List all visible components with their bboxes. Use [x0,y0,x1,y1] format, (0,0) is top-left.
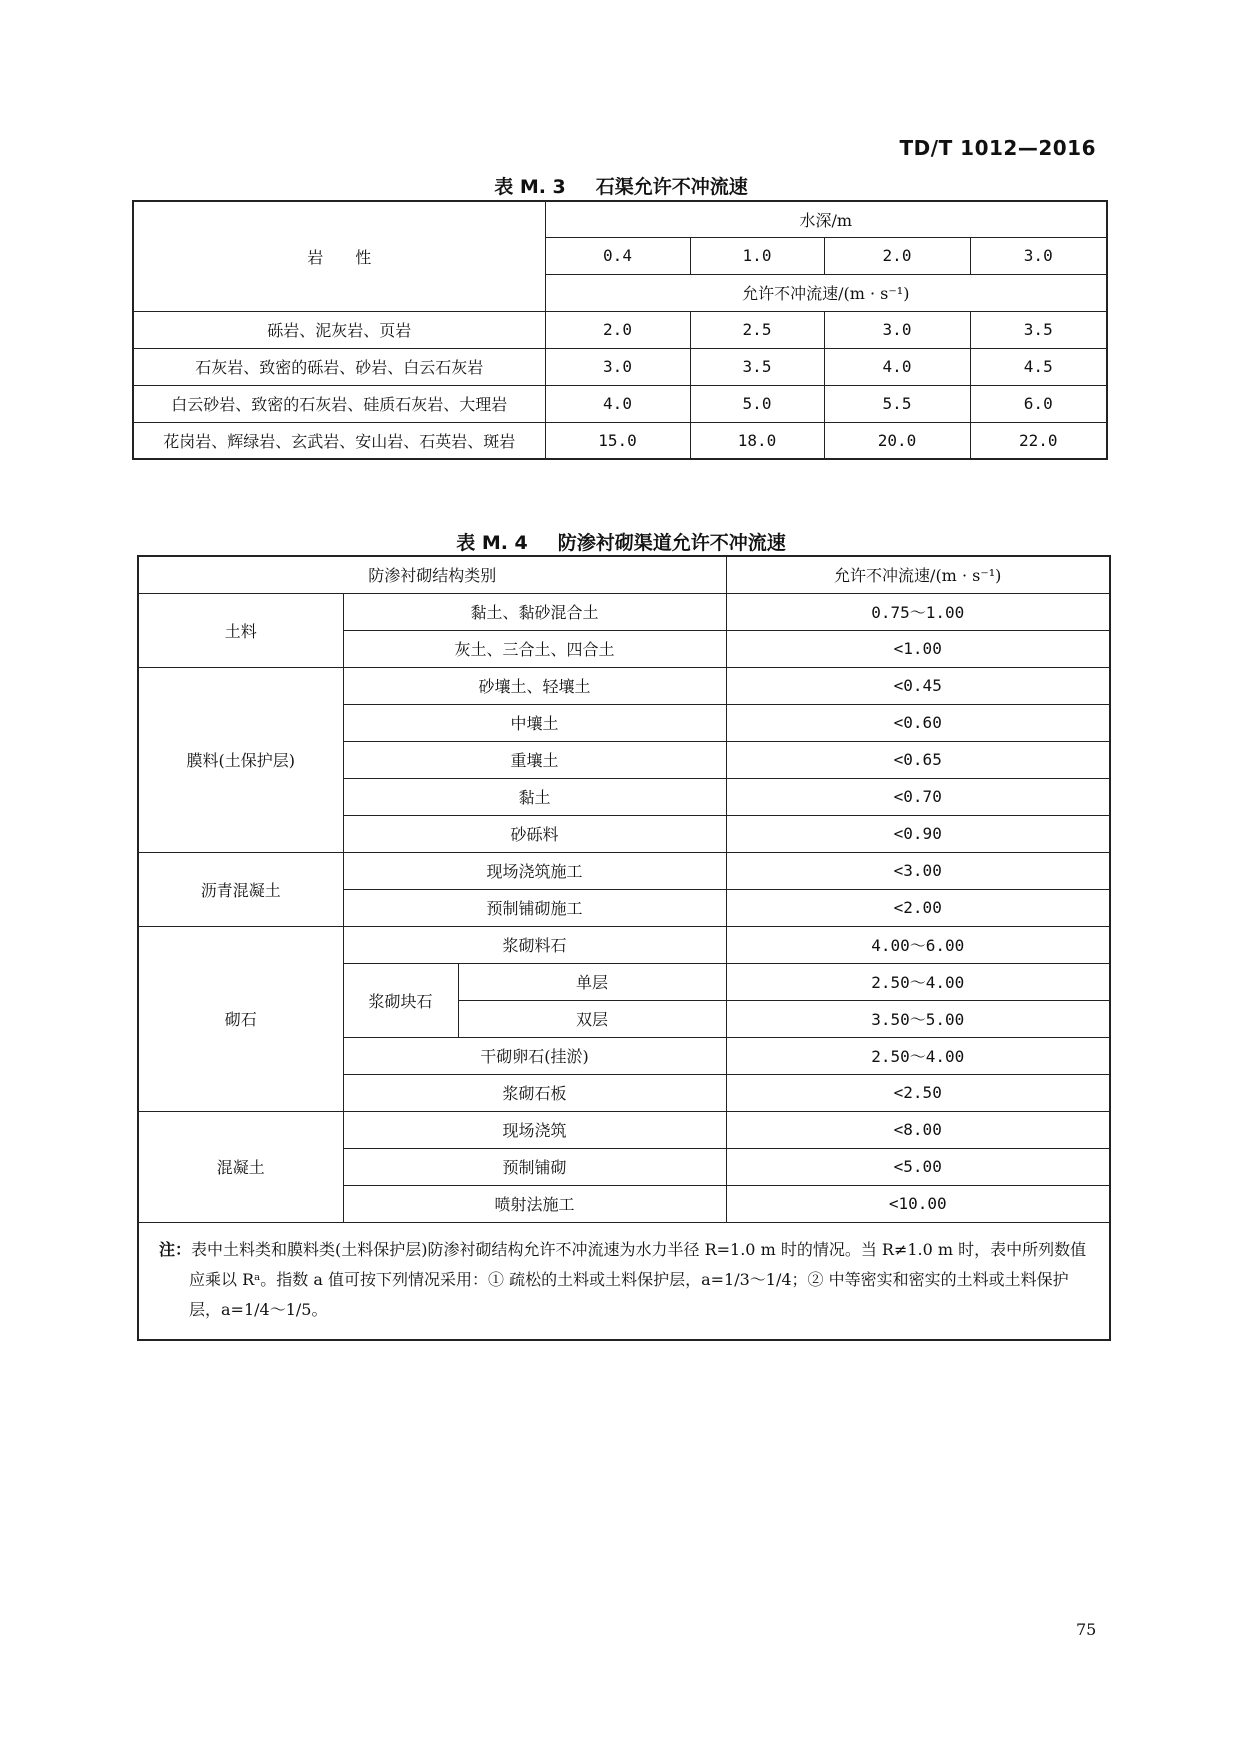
table-m3-rock: 石灰岩、致密的砾岩、砂岩、白云石灰岩 [133,348,545,385]
table-m4-type: 干砌卵石(挂淤) [343,1037,726,1074]
table-m4-value: 2.50～4.00 [726,963,1110,1000]
table-m3-value: 4.0 [824,348,970,385]
table-m4-value: 2.50～4.00 [726,1037,1110,1074]
table-m4-group-membrane: 膜料(土保护层) [138,667,343,852]
table-m3-value: 3.5 [970,311,1107,348]
table-row [133,311,1107,348]
table-m4-type: 单层 [458,963,726,1000]
table-row [138,1111,1110,1148]
table-m3-depth: 1.0 [690,237,824,274]
table-m4-type: 现场浇筑施工 [343,852,726,889]
table-m3-value: 18.0 [690,422,824,459]
table-m3-title: 石渠允许不冲流速 [595,176,748,198]
table-m4-type: 双层 [458,1000,726,1037]
note-label: 注： [159,1239,192,1259]
table-m4 [137,555,1111,1341]
table-m4-value: <0.90 [726,815,1110,852]
table-m3-depth-header: 水深/m [545,201,1107,237]
table-m3-value: 2.5 [690,311,824,348]
table-m4-velocity-header: 允许不冲流速/(m · s⁻¹) [726,556,1110,593]
table-m4-value: 3.50～5.00 [726,1000,1110,1037]
table-m3-value: 5.5 [824,385,970,422]
table-row [133,385,1107,422]
table-m4-group-soil: 土料 [138,593,343,667]
table-m4-type: 预制铺砌 [343,1148,726,1185]
table-row [138,593,1110,630]
table-m4-group-concrete: 混凝土 [138,1111,343,1222]
table-row [138,852,1110,889]
table-m4-group-asphalt: 沥青混凝土 [138,852,343,926]
table-m4-value: 0.75～1.00 [726,593,1110,630]
table-m3-rock: 花岗岩、辉绿岩、玄武岩、安山岩、石英岩、斑岩 [133,422,545,459]
table-m4-value: <8.00 [726,1111,1110,1148]
table-row [138,667,1110,704]
table-m4-type: 浆砌石板 [343,1074,726,1111]
table-m4-structure-header: 防渗衬砌结构类别 [138,556,726,593]
table-m4-type: 黏土、黏砂混合土 [343,593,726,630]
table-row [133,348,1107,385]
table-m3-rock: 砾岩、泥灰岩、页岩 [133,311,545,348]
table-m4-value: <5.00 [726,1148,1110,1185]
table-m4-value: <1.00 [726,630,1110,667]
table-m3-depth: 0.4 [545,237,690,274]
table-m4-value: <10.00 [726,1185,1110,1222]
table-m3-number: 表 M. 3 [494,176,566,198]
table-m4-type: 浆砌料石 [343,926,726,963]
table-m3-value: 2.0 [545,311,690,348]
table-m3-value: 3.0 [824,311,970,348]
table-m4-number: 表 M. 4 [456,532,528,554]
table-m4-type: 预制铺砌施工 [343,889,726,926]
table-m3-depth: 2.0 [824,237,970,274]
table-m4-value: <0.45 [726,667,1110,704]
standard-code: TD/T 1012—2016 [899,136,1096,160]
table-m3-value: 4.5 [970,348,1107,385]
table-m4-value: <3.00 [726,852,1110,889]
table-m4-group-masonry: 砌石 [138,926,343,1111]
table-m3-value: 5.0 [690,385,824,422]
note-text: 表中土料类和膜料类(土料保护层)防渗衬砌结构允许不冲流速为水力半径 R=1.0 m 时的情况。当 R≠1.0 m 时，表中所列数值应乘以 Rᵃ。指数 a 值可按下列情况采用：① 疏松的土料或土料保护层，a=1/3～1/4；② 中等密实和密实的土料或土料保护层，a=1/4～1/5。 [189,1239,1087,1319]
table-m4-type: 喷射法施工 [343,1185,726,1222]
table-m4-type: 砂砾料 [343,815,726,852]
table-m3-value: 6.0 [970,385,1107,422]
table-m4-value: <0.65 [726,741,1110,778]
table-m3-rock: 白云砂岩、致密的石灰岩、硅质石灰岩、大理岩 [133,385,545,422]
table-m4-value: <0.60 [726,704,1110,741]
table-m4-value: 4.00～6.00 [726,926,1110,963]
table-row [138,926,1110,963]
table-row [133,422,1107,459]
table-m4-type: 中壤土 [343,704,726,741]
table-m3-value: 4.0 [545,385,690,422]
table-m3-value: 22.0 [970,422,1107,459]
table-m4-type: 黏土 [343,778,726,815]
table-m4-title: 防渗衬砌渠道允许不冲流速 [557,532,786,554]
table-m4-type: 重壤土 [343,741,726,778]
table-m3 [132,200,1108,460]
table-m3-value: 15.0 [545,422,690,459]
table-m3-rock-header: 岩 性 [133,201,545,311]
page-number: 75 [1076,1620,1097,1639]
table-m3-caption [0,172,1242,199]
table-m4-type: 灰土、三合土、四合土 [343,630,726,667]
table-m3-value: 3.5 [690,348,824,385]
table-m4-subgroup-mortar-block: 浆砌块石 [343,963,458,1037]
table-m4-note [138,1222,1110,1340]
table-m3-value: 3.0 [545,348,690,385]
table-m4-type: 现场浇筑 [343,1111,726,1148]
table-m3-value: 20.0 [824,422,970,459]
table-m3-velocity-header: 允许不冲流速/(m · s⁻¹) [545,274,1107,311]
table-m4-value: <0.70 [726,778,1110,815]
table-m4-value: <2.00 [726,889,1110,926]
table-m4-type: 砂壤土、轻壤土 [343,667,726,704]
table-m4-value: <2.50 [726,1074,1110,1111]
table-m4-caption [0,528,1242,555]
table-m3-depth: 3.0 [970,237,1107,274]
